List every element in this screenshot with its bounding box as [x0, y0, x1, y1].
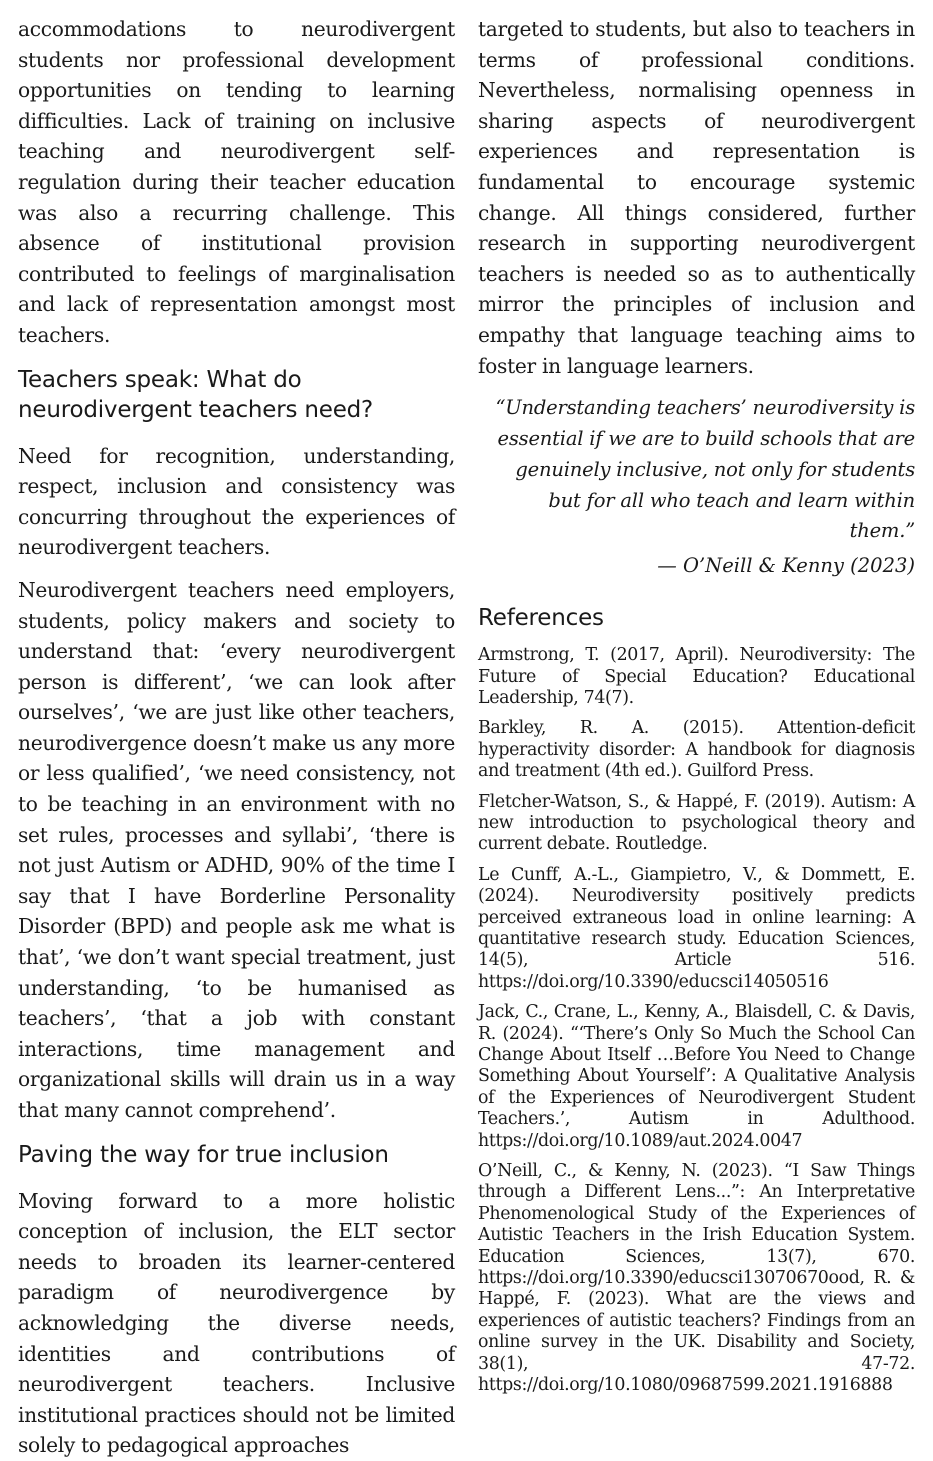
reference-item: Jack, C., Crane, L., Kenny, A., Blaisdell, C. & Davis, R. (2024). “‘There’s Only So Much the School Can Change About Itself …Before You Need to Change Something About Yourself’: A Qualitative Analysis of the Experiences of Neurodivergent Student Teachers.’, Autism in Adulthood. https://doi.org/10.1089/aut.2024.0047 — [478, 1002, 915, 1151]
reference-item: Le Cunff, A.-L., Giampietro, V., & Dommett, E. (2024). Neurodiversity positively predicts perceived extraneous load in online learning: A quantitative research study. Education Sciences, 14(5), Article 516. https://doi.org/10.3390/educsci14050516 — [478, 864, 915, 992]
paving-paragraph: Moving forward to a more holistic conception of inclusion, the ELT sector needs to broaden its learner-centered paradigm of neurodivergence by acknowledging the diverse needs, identities and contributions of neurodivergent teachers. Inclusive institutional practices should not be limited solely to pedagogical approaches — [18, 1188, 455, 1458]
continuation-paragraph: targeted to students, but also to teachers in terms of professional conditions. Nevertheless, normalising openness in sharing aspects of neurodivergent experiences and representation is fundamental to encourage systemic change. All things considered, further research in supporting neurodivergent teachers is needed so as to authentically mirror the principles of inclusion and empathy that language teaching aims to foster in language learners. — [478, 17, 915, 378]
reference-item: O’Neill, C., & Kenny, N. (2023). “I Saw Things through a Different Lens...”: An Interpretative Phenomenological Study of the Experiences of Autistic Teachers in the Irish Education System. Education Sciences, 13(7), 670. https://doi.org/10.3390/educsci13070670ood, R. & Happé, F. (2023). What are the views and experiences of autistic teachers? Findings from an online survey in the UK. Disability and Society, 38(1), 47-72. https://doi.org/10.1080/09687599.2021.1916888 — [478, 1161, 915, 1396]
left-column — [18, 14, 455, 1458]
pull-quote-attribution: — O’Neill & Kenny (2023) — [657, 554, 915, 578]
teacher-quotes-paragraph: Neurodivergent teachers need employers, students, policy makers and society to understand that: ‘every neurodivergent person is different’, ‘we can look after ourselves’, ‘we are just like other teachers, neurodivergence doesn’t make us any more or less qualified’, ‘we need consistency, not to be teaching in an environment with no set rules, processes and syllabi’, ‘there is not just Autism or ADHD, 90% of the time I say that I have Borderline Personality Disorder (BPD) and people ask me what is that’, ‘we don’t want special treatment, just understanding, ‘to be humanised as teachers’, ‘that a job with constant interactions, time management and organizational skills will drain us in a way that many cannot comprehend’. — [18, 577, 455, 1122]
reference-item: Armstrong, T. (2017, April). Neurodiversity: The Future of Special Education? Educational Leadership, 74(7). — [478, 645, 915, 708]
section-heading-paving: Paving the way for true inclusion — [18, 1141, 389, 1168]
reference-item: Fletcher-Watson, S., & Happé, F. (2019). Autism: A new introduction to psychological theory and current debate. Routledge. — [478, 791, 915, 855]
right-column — [478, 14, 915, 1396]
references-list — [478, 645, 915, 1396]
section-heading-needs: Teachers speak: What do neurodivergent teachers need? — [18, 366, 374, 423]
need-paragraph: Need for recognition, understanding, respect, inclusion and consistency was concurring throughout the experiences of neurodivergent teachers. — [18, 443, 455, 560]
pull-quote: “Understanding teachers’ neurodiversity is essential if we are to build schools that are genuinely inclusive, not only for students but for all who teach and learn within them.” — [495, 396, 915, 543]
intro-paragraph: accommodations to neurodivergent students nor professional development opportunities on tending to learning difficulties. Lack of training on inclusive teaching and neurodivergent self-regulation during their teacher education was also a recurring challenge. This absence of institutional provision contributed to feelings of marginalisation and lack of representation amongst most teachers. — [18, 17, 455, 347]
references-heading: References — [478, 605, 604, 632]
reference-item: Barkley, R. A. (2015). Attention-deficit hyperactivity disorder: A handbook for diagnosis and treatment (4th ed.). Guilford Press. — [478, 718, 915, 782]
